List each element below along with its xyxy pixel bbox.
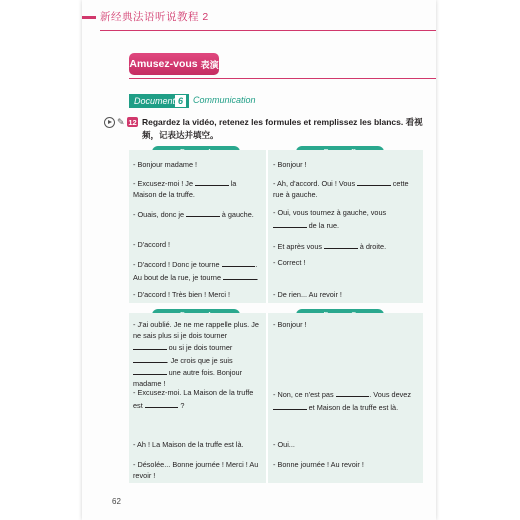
fill-in-blank[interactable] — [133, 354, 167, 363]
fill-in-blank[interactable] — [186, 208, 220, 217]
dialogue-line: - Désolée... Bonne journée ! Merci ! Au revoir ! — [133, 460, 259, 480]
dialogue-line: - Bonjour ! — [273, 320, 307, 329]
book-title: 新经典法语听说教程 2 — [100, 11, 209, 23]
section-title-cn: 表演 — [200, 59, 219, 70]
section-title-fr: Amusez-vous — [129, 58, 198, 70]
exercise-instruction: Regardez la vidéo, retenez les formules et remplissez les blancs. 看视频，记表达并填空。 — [142, 117, 423, 140]
exercise-number: 12 — [128, 117, 137, 127]
page-number: 62 — [112, 497, 121, 506]
dialogue-line: - Excusez-moi. La Maison de la truffe est ? — [133, 388, 254, 410]
dialogue-line: - Bonne journée ! Au revoir ! — [273, 460, 364, 469]
dialogue-line: - D'accord ! — [133, 240, 171, 249]
fill-in-blank[interactable] — [133, 341, 167, 350]
section-badge — [129, 53, 219, 75]
fill-in-blank[interactable] — [223, 271, 257, 280]
dialogue-line: - Ah ! La Maison de la truffe est là. — [133, 440, 244, 449]
fill-in-blank[interactable] — [357, 177, 391, 186]
fill-in-blank[interactable] — [222, 258, 256, 267]
fill-in-blank[interactable] — [133, 366, 167, 375]
fill-in-blank[interactable] — [273, 219, 307, 228]
dialogue-line: - Bonjour madame ! — [133, 160, 198, 169]
dialogue-line: - Excusez-moi ! Je la Maison de la truffe. — [133, 179, 237, 199]
pencil-icon: ✎ — [117, 117, 125, 127]
fill-in-blank[interactable] — [336, 388, 370, 397]
dialogue-line: - D'accord ! Très bien ! Merci ! — [133, 290, 231, 299]
dialogue-line: - De rien... Au revoir ! — [273, 290, 342, 299]
section-rule — [129, 78, 436, 79]
column-divider — [266, 313, 268, 483]
exercise-icons — [104, 117, 125, 128]
play-icon — [104, 117, 115, 128]
dialogue-line: - Ah, d'accord. Oui ! Vous cette rue à gauche. — [273, 179, 409, 199]
dialogue-line: - Correct ! — [273, 258, 306, 267]
column-divider — [266, 150, 268, 303]
dialogue-line: - Oui... — [273, 440, 295, 449]
dialogue-line: - Bonjour ! — [273, 160, 307, 169]
dialogue-line: - Oui, vous tournez à gauche, vous de la rue. — [273, 208, 387, 230]
fill-in-blank[interactable] — [324, 240, 358, 249]
dialogue-line: - Et après vous à droite. — [273, 242, 387, 251]
header-accent — [82, 16, 96, 19]
fill-in-blank[interactable] — [195, 177, 229, 186]
document-subtitle: Communication — [193, 95, 256, 105]
dialogue-line: - Non, ce n'est pas . Vous devez et Maison de la truffe est là. — [273, 390, 412, 412]
fill-in-blank[interactable] — [145, 399, 179, 408]
dialogue-line: - Ouais, donc je à gauche. — [133, 210, 254, 219]
document-label: Document — [129, 94, 189, 108]
header-rule — [100, 30, 436, 31]
dialogue-line: - D'accord ! Donc je tourne . Au bout de la rue, je tourne . — [133, 260, 259, 282]
dialogue-line: - J'ai oublié. Je ne me rappelle plus. Je ne sais plus si je dois tourner ou si je dois tourner . Je crois que je suis une autre fois. Bonjour madame ! — [133, 320, 259, 388]
fill-in-blank[interactable] — [273, 401, 307, 410]
document-number: 6 — [175, 95, 186, 107]
